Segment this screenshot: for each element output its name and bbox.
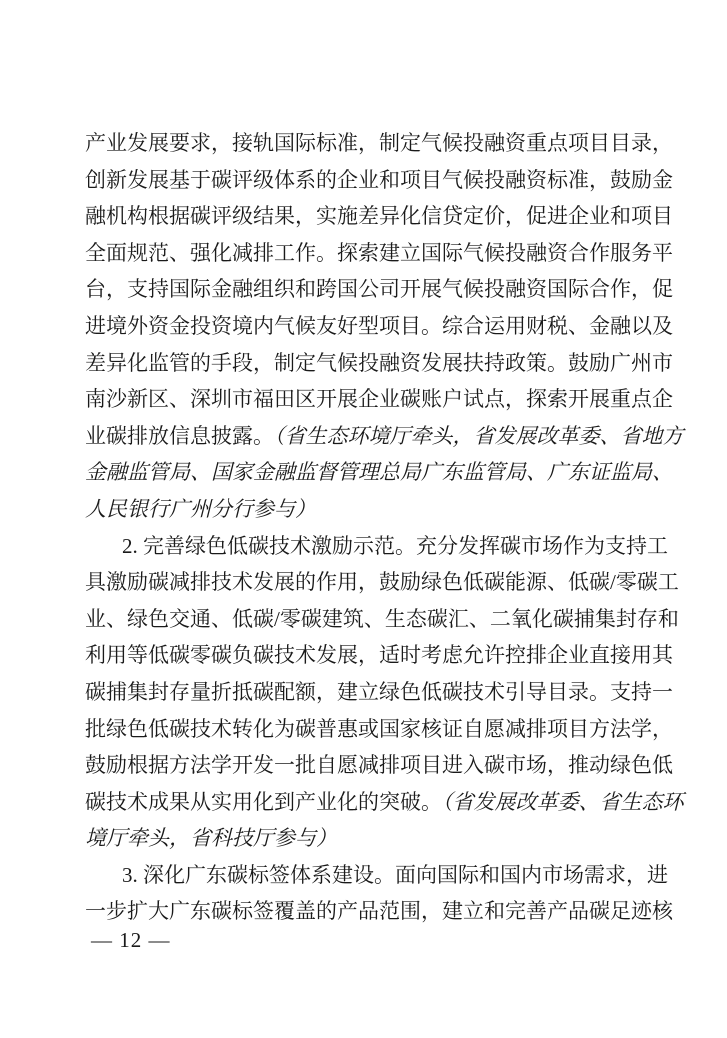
body-text-segment: 业碳排放信息披露。 <box>85 423 274 448</box>
text-line: 一步扩大广东碳标签覆盖的产品范围，建立和完善产品碳足迹核 <box>85 899 673 924</box>
attribution-text-line: 境厅牵头，省科技厅参与） <box>85 826 337 851</box>
text-line: 产业发展要求，接轨国际标准，制定气候投融资重点项目目录， <box>85 131 673 155</box>
text-line-item-3: 3. 深化广东碳标签体系建设。面向国际和国内市场需求，进 <box>122 862 668 887</box>
document-body <box>85 125 684 930</box>
attribution-text-line: 金融监管局、国家金融监督管理总局广东监管局、广东证监局、 <box>85 460 673 485</box>
page-number: — 12 — <box>91 928 171 952</box>
text-line: 融机构根据碳评级结果，实施差异化信贷定价，促进企业和项目 <box>85 204 673 229</box>
text-line: 进境外资金投资境内气候友好型项目。综合运用财税、金融以及 <box>85 313 673 338</box>
text-line: 全面规范、强化减排工作。探索建立国际气候投融资合作服务平 <box>85 240 673 265</box>
text-line: 业、绿色交通、低碳/零碳建筑、生态碳汇、二氧化碳捕集封存和 <box>85 606 679 631</box>
text-line <box>85 418 684 455</box>
text-line: 碳捕集封存量折抵碳配额，建立绿色低碳技术引导目录。支持一 <box>85 679 673 704</box>
attribution-text-segment: （省发展改革委、省生态环 <box>442 789 684 814</box>
text-line-item-2: 2. 完善绿色低碳技术激励示范。充分发挥碳市场作为支持工 <box>122 533 668 558</box>
text-line: 具激励碳减排技术发展的作用，鼓励绿色低碳能源、低碳/零碳工 <box>85 570 679 595</box>
body-text-segment: 碳技术成果从实用化到产业化的突破。 <box>85 789 442 814</box>
text-line: 台，支持国际金融组织和跨国公司开展气候投融资国际合作，促 <box>85 277 673 302</box>
text-line: 南沙新区、深圳市福田区开展企业碳账户试点，探索开展重点企 <box>85 387 673 412</box>
text-line: 鼓励根据方法学开发一批自愿减排项目进入碳市场，推动绿色低 <box>85 753 673 778</box>
attribution-text-line: 人民银行广州分行参与） <box>85 496 316 521</box>
text-line: 利用等低碳零碳负碳技术发展，适时考虑允许控排企业直接用其 <box>85 643 673 668</box>
text-line: 创新发展基于碳评级体系的企业和项目气候投融资标准，鼓励金 <box>85 167 673 192</box>
text-line: 差异化监管的手段，制定气候投融资发展扶持政策。鼓励广州市 <box>85 350 673 375</box>
text-line <box>85 784 684 821</box>
text-line: 批绿色低碳技术转化为碳普惠或国家核证自愿减排项目方法学， <box>85 716 673 741</box>
attribution-text-segment: （省生态环境厅牵头，省发展改革委、省地方 <box>274 423 684 448</box>
